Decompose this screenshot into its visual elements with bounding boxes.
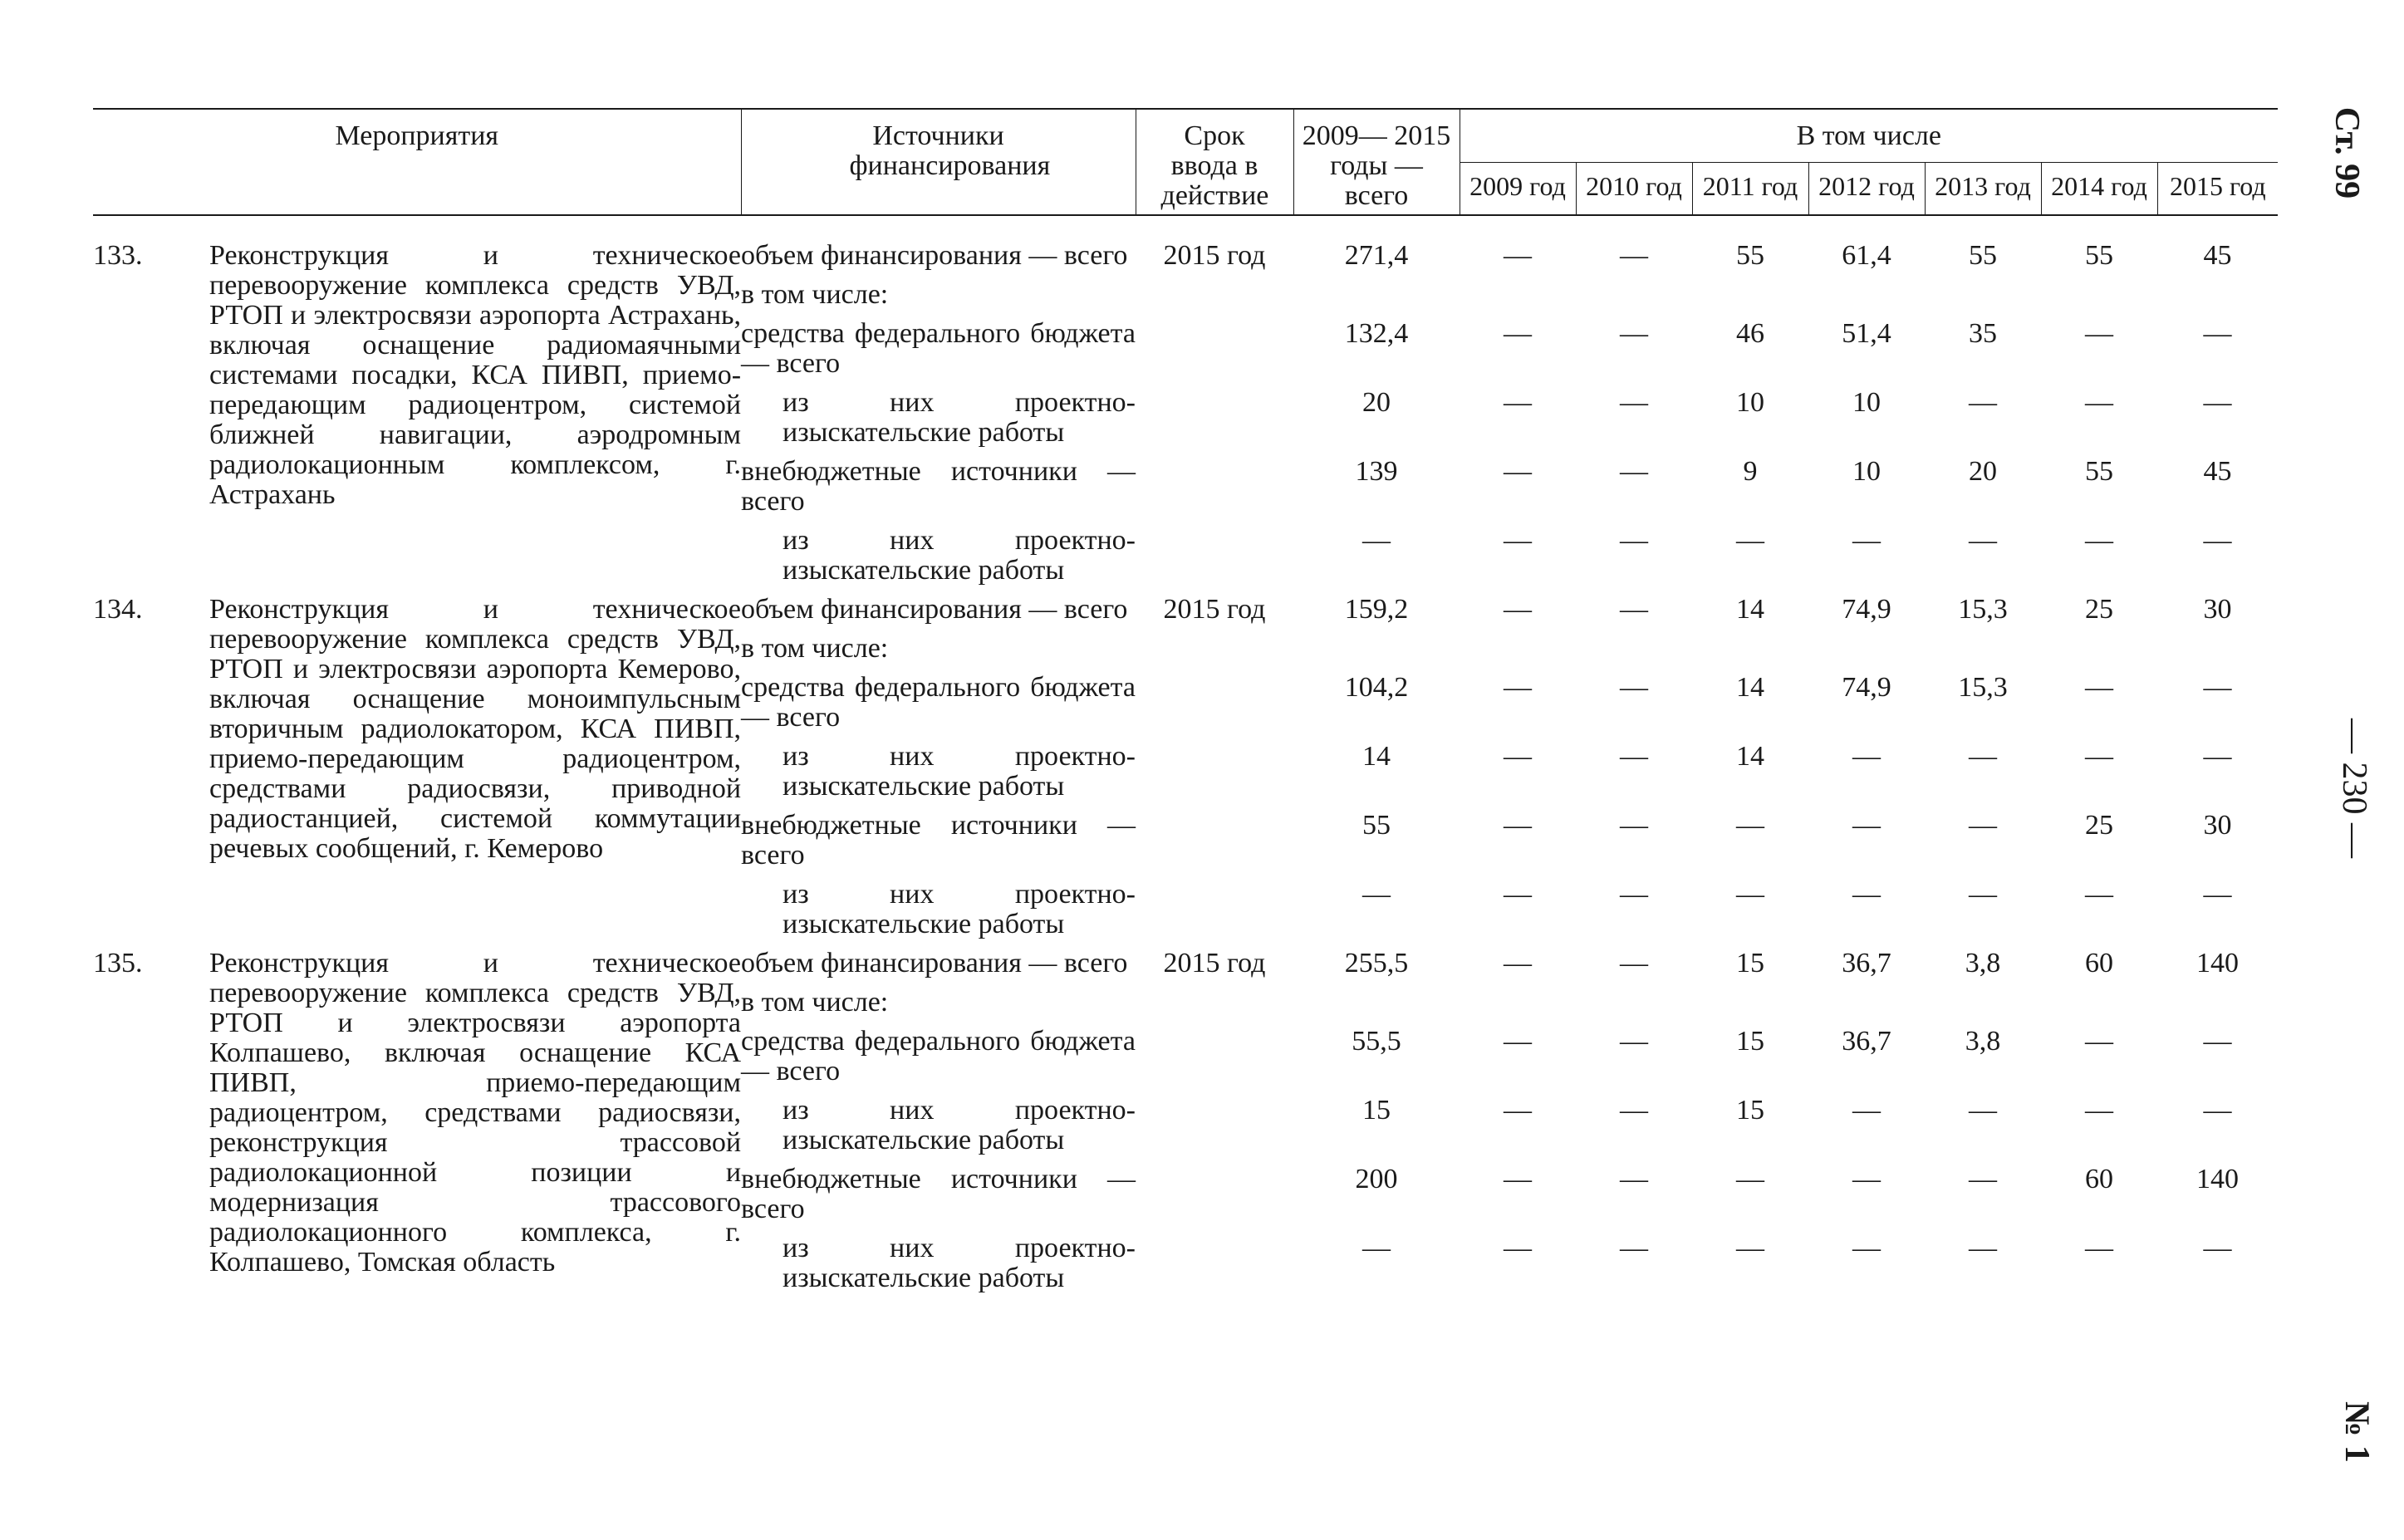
year-value: 25 <box>2085 810 2114 841</box>
page-ref-label: Ст. 99 <box>2328 106 2367 199</box>
issue-number-label: № 1 <box>2337 1401 2376 1463</box>
funding-source: объем финансирования — всего <box>741 594 1128 625</box>
year-value: 14 <box>1736 741 1765 772</box>
commission-term-empty <box>1136 1096 1293 1165</box>
year-value <box>2157 634 2278 673</box>
funding-source: внебюджетные источники — всего <box>741 1164 1136 1224</box>
year-value: 30 <box>2203 810 2232 841</box>
year-value: — <box>1620 594 1649 625</box>
year-value: — <box>1504 525 1533 556</box>
year-value: — <box>1620 525 1649 556</box>
year-value: — <box>2203 387 2232 418</box>
total-value: — <box>1362 525 1391 556</box>
year-value: — <box>2085 741 2114 772</box>
table-row <box>93 595 2278 634</box>
funding-source: в том числе: <box>741 987 889 1018</box>
year-value: 55 <box>2085 456 2114 487</box>
year-value <box>1460 634 1576 673</box>
commission-term: 2015 год <box>1163 240 1266 271</box>
year-value: 60 <box>2085 1164 2114 1194</box>
year-value: — <box>1852 525 1881 556</box>
total-value <box>1293 988 1460 1027</box>
year-value: — <box>1852 1095 1881 1126</box>
year-value: — <box>1620 240 1649 271</box>
year-value <box>2157 280 2278 319</box>
header-year-2014: 2014 год <box>2041 162 2157 215</box>
table-row <box>93 949 2278 988</box>
funding-source: внебюджетные источники — всего <box>741 810 1136 871</box>
year-value: — <box>1969 1233 1998 1263</box>
funding-source: средства федерального бюджета — всего <box>741 672 1136 733</box>
year-value: — <box>2203 318 2232 349</box>
year-value <box>1692 634 1808 673</box>
year-value: — <box>2085 318 2114 349</box>
year-value: 25 <box>2085 594 2114 625</box>
year-value: — <box>1504 318 1533 349</box>
year-value: — <box>1969 879 1998 910</box>
year-value: 36,7 <box>1842 1026 1891 1057</box>
total-value: 55,5 <box>1352 1026 1401 1057</box>
year-value: — <box>2203 525 2232 556</box>
item-number: 135. <box>93 948 143 978</box>
year-value: 20 <box>1969 456 1998 487</box>
year-value: — <box>1504 741 1533 772</box>
year-value <box>1692 280 1808 319</box>
commission-term-empty <box>1136 388 1293 457</box>
table-row <box>93 241 2278 280</box>
header-year-2011: 2011 год <box>1692 162 1808 215</box>
year-value: 35 <box>1969 318 1998 349</box>
year-value: — <box>1969 741 1998 772</box>
year-value: — <box>1852 741 1881 772</box>
year-value: — <box>1969 525 1998 556</box>
year-value <box>1808 634 1925 673</box>
year-value: — <box>1504 1164 1533 1194</box>
year-value <box>1576 988 1692 1027</box>
funding-source: из них проектно-изыскательские работы <box>783 879 1136 939</box>
header-year-2009: 2009 год <box>1460 162 1576 215</box>
item-title: Реконструкция и техническое перевооружение комплекса средств УВД, РТОП и электросвязи аэропорта Кемерово, включая оснащение моноимпульсным вторичным радиолокатором, КСА ПИВП, приемо-передающим радиоцентром, средствами радиосвязи, приводной радиостанцией, системой коммутации речевых сообщений, г. Кемерово <box>209 594 742 864</box>
funding-source: средства федерального бюджета — всего <box>741 1026 1136 1086</box>
commission-term-empty <box>1136 673 1293 742</box>
year-value: — <box>2085 672 2114 703</box>
year-value: — <box>2203 1233 2232 1263</box>
year-value: 51,4 <box>1842 318 1891 349</box>
funding-source: объем финансирования — всего <box>741 948 1128 978</box>
year-value: — <box>2203 741 2232 772</box>
year-value: — <box>1620 387 1649 418</box>
year-value: — <box>1620 1164 1649 1194</box>
commission-term-empty <box>1136 1233 1293 1302</box>
year-value: 10 <box>1736 387 1765 418</box>
year-value: 10 <box>1852 456 1881 487</box>
item-title: Реконструкция и техническое перевооружение комплекса средств УВД, РТОП и электросвязи аэропорта Астрахань, включая оснащение радиомаячными системами посадки, КСА ПИВП, приемо-передающим радиоцентром, системой ближней навигации, аэродромным радиолокационным комплексом, г. Астрахань <box>209 240 742 510</box>
year-value <box>1925 280 2041 319</box>
page-number-label: — 230 — <box>2335 719 2373 858</box>
year-value: — <box>1620 1095 1649 1126</box>
commission-term-empty <box>1136 742 1293 811</box>
header-year-2013: 2013 год <box>1925 162 2041 215</box>
year-value: — <box>1504 1233 1533 1263</box>
commission-term-empty <box>1136 319 1293 388</box>
year-value: 55 <box>2085 240 2114 271</box>
year-value: — <box>1504 879 1533 910</box>
year-value: 60 <box>2085 948 2114 978</box>
year-value: 74,9 <box>1842 672 1891 703</box>
year-value: 15,3 <box>1958 672 2008 703</box>
year-value: — <box>1504 594 1533 625</box>
year-value: — <box>1969 1095 1998 1126</box>
year-value: — <box>1852 1233 1881 1263</box>
year-value: — <box>1736 525 1765 556</box>
year-value: 3,8 <box>1965 1026 2001 1057</box>
year-value: 140 <box>2196 948 2240 978</box>
year-value: 46 <box>1736 318 1765 349</box>
year-value: — <box>1504 456 1533 487</box>
year-value: — <box>1620 318 1649 349</box>
year-value: — <box>1620 810 1649 841</box>
year-value: 45 <box>2203 240 2232 271</box>
year-value: — <box>1620 879 1649 910</box>
year-value: 14 <box>1736 594 1765 625</box>
total-value: — <box>1362 879 1391 910</box>
year-value: — <box>1504 948 1533 978</box>
year-value: 14 <box>1736 672 1765 703</box>
total-value: 159,2 <box>1344 594 1409 625</box>
year-value: 55 <box>1736 240 1765 271</box>
funding-source: объем финансирования — всего <box>741 240 1128 271</box>
total-value: 139 <box>1355 456 1398 487</box>
commission-term-empty <box>1136 634 1293 673</box>
year-value: — <box>1736 1164 1765 1194</box>
item-number: 133. <box>93 240 143 271</box>
funding-source: из них проектно-изыскательские работы <box>783 741 1136 802</box>
year-value: 74,9 <box>1842 594 1891 625</box>
total-value: 55 <box>1362 810 1391 841</box>
year-value: — <box>2203 879 2232 910</box>
year-value: — <box>1736 879 1765 910</box>
year-value: 15 <box>1736 1095 1765 1126</box>
funding-source: из них проектно-изыскательские работы <box>783 1095 1136 1155</box>
year-value: — <box>2085 879 2114 910</box>
year-value: — <box>2085 387 2114 418</box>
commission-term-empty <box>1136 1165 1293 1233</box>
year-value: — <box>2203 672 2232 703</box>
item-number: 134. <box>93 594 143 625</box>
year-value: 45 <box>2203 456 2232 487</box>
year-value <box>2041 280 2157 319</box>
year-value: — <box>1852 810 1881 841</box>
total-value: 132,4 <box>1344 318 1409 349</box>
header-events: Мероприятия <box>93 109 741 215</box>
total-value <box>1293 280 1460 319</box>
commission-term-empty <box>1136 526 1293 595</box>
funding-source: внебюджетные источники — всего <box>741 456 1136 517</box>
commission-term: 2015 год <box>1163 948 1266 978</box>
total-value: 104,2 <box>1344 672 1409 703</box>
year-value: — <box>2085 1026 2114 1057</box>
commission-term-empty <box>1136 880 1293 949</box>
year-value <box>2041 634 2157 673</box>
year-value <box>1925 988 2041 1027</box>
total-value: 14 <box>1362 741 1391 772</box>
year-value: — <box>2085 525 2114 556</box>
year-value <box>1692 988 1808 1027</box>
commission-term-empty <box>1136 457 1293 526</box>
year-value: 36,7 <box>1842 948 1891 978</box>
year-value: 55 <box>1969 240 1998 271</box>
year-value: 15 <box>1736 948 1765 978</box>
funding-source: из них проектно-изыскательские работы <box>783 387 1136 448</box>
year-value <box>1925 634 2041 673</box>
year-value: — <box>1620 741 1649 772</box>
total-value: 255,5 <box>1344 948 1409 978</box>
year-value: — <box>1969 387 1998 418</box>
year-value: 140 <box>2196 1164 2240 1194</box>
year-value: — <box>1620 672 1649 703</box>
year-value <box>1460 280 1576 319</box>
funding-source: в том числе: <box>741 279 889 310</box>
header-including: В том числе <box>1460 109 2278 162</box>
funding-source: средства федерального бюджета — всего <box>741 318 1136 379</box>
year-value: — <box>1504 387 1533 418</box>
year-value <box>1808 988 1925 1027</box>
year-value: — <box>1969 810 1998 841</box>
year-value: 9 <box>1743 456 1758 487</box>
year-value <box>1576 280 1692 319</box>
year-value <box>2157 988 2278 1027</box>
year-value: 15,3 <box>1958 594 2008 625</box>
funding-source: из них проектно-изыскательские работы <box>783 1233 1136 1293</box>
year-value: — <box>1620 1026 1649 1057</box>
header-sources: Источники финансирования <box>741 109 1136 215</box>
year-value: — <box>1504 672 1533 703</box>
year-value: 10 <box>1852 387 1881 418</box>
funding-source: в том числе: <box>741 633 889 664</box>
year-value: — <box>1620 948 1649 978</box>
header-total: 2009— 2015 годы — всего <box>1293 109 1460 215</box>
side-margin <box>2276 0 2392 1540</box>
year-value: — <box>2203 1095 2232 1126</box>
total-value: 271,4 <box>1344 240 1409 271</box>
commission-term-empty <box>1136 988 1293 1027</box>
commission-term-empty <box>1136 280 1293 319</box>
commission-term-empty <box>1136 811 1293 880</box>
year-value: — <box>2085 1095 2114 1126</box>
commission-term: 2015 год <box>1163 594 1266 625</box>
total-value: — <box>1362 1233 1391 1263</box>
year-value: 61,4 <box>1842 240 1891 271</box>
funding-source: из них проектно-изыскательские работы <box>783 525 1136 586</box>
year-value: — <box>1504 1026 1533 1057</box>
total-value: 20 <box>1362 387 1391 418</box>
header-term: Срок ввода в действие <box>1136 109 1293 215</box>
header-year-2015: 2015 год <box>2157 162 2278 215</box>
year-value: 3,8 <box>1965 948 2001 978</box>
total-value <box>1293 634 1460 673</box>
year-value: — <box>1736 810 1765 841</box>
year-value <box>1460 988 1576 1027</box>
header-year-2010: 2010 год <box>1576 162 1692 215</box>
commission-term-empty <box>1136 1027 1293 1096</box>
header-year-2012: 2012 год <box>1808 162 1925 215</box>
item-title: Реконструкция и техническое перевооружение комплекса средств УВД, РТОП и электросвязи аэропорта Колпашево, включая оснащение КСА ПИВП, приемо-передающим радиоцентром, средствами радиосвязи, реконструкция трассовой радиолокационной позиции и модернизация трассового радиолокационного комплекса, г. Колпашево, Томская область <box>209 948 742 1278</box>
year-value: — <box>1504 240 1533 271</box>
total-value: 15 <box>1362 1095 1391 1126</box>
program-table <box>93 108 2278 1302</box>
year-value: 15 <box>1736 1026 1765 1057</box>
year-value <box>1576 634 1692 673</box>
year-value: 30 <box>2203 594 2232 625</box>
year-value <box>2041 988 2157 1027</box>
year-value: — <box>1969 1164 1998 1194</box>
total-value: 200 <box>1355 1164 1398 1194</box>
year-value: — <box>1620 456 1649 487</box>
year-value: — <box>1852 1164 1881 1194</box>
year-value: — <box>1620 1233 1649 1263</box>
year-value: — <box>2085 1233 2114 1263</box>
year-value <box>1808 280 1925 319</box>
year-value: — <box>1504 810 1533 841</box>
year-value: — <box>1852 879 1881 910</box>
year-value: — <box>2203 1026 2232 1057</box>
year-value: — <box>1736 1233 1765 1263</box>
year-value: — <box>1504 1095 1533 1126</box>
